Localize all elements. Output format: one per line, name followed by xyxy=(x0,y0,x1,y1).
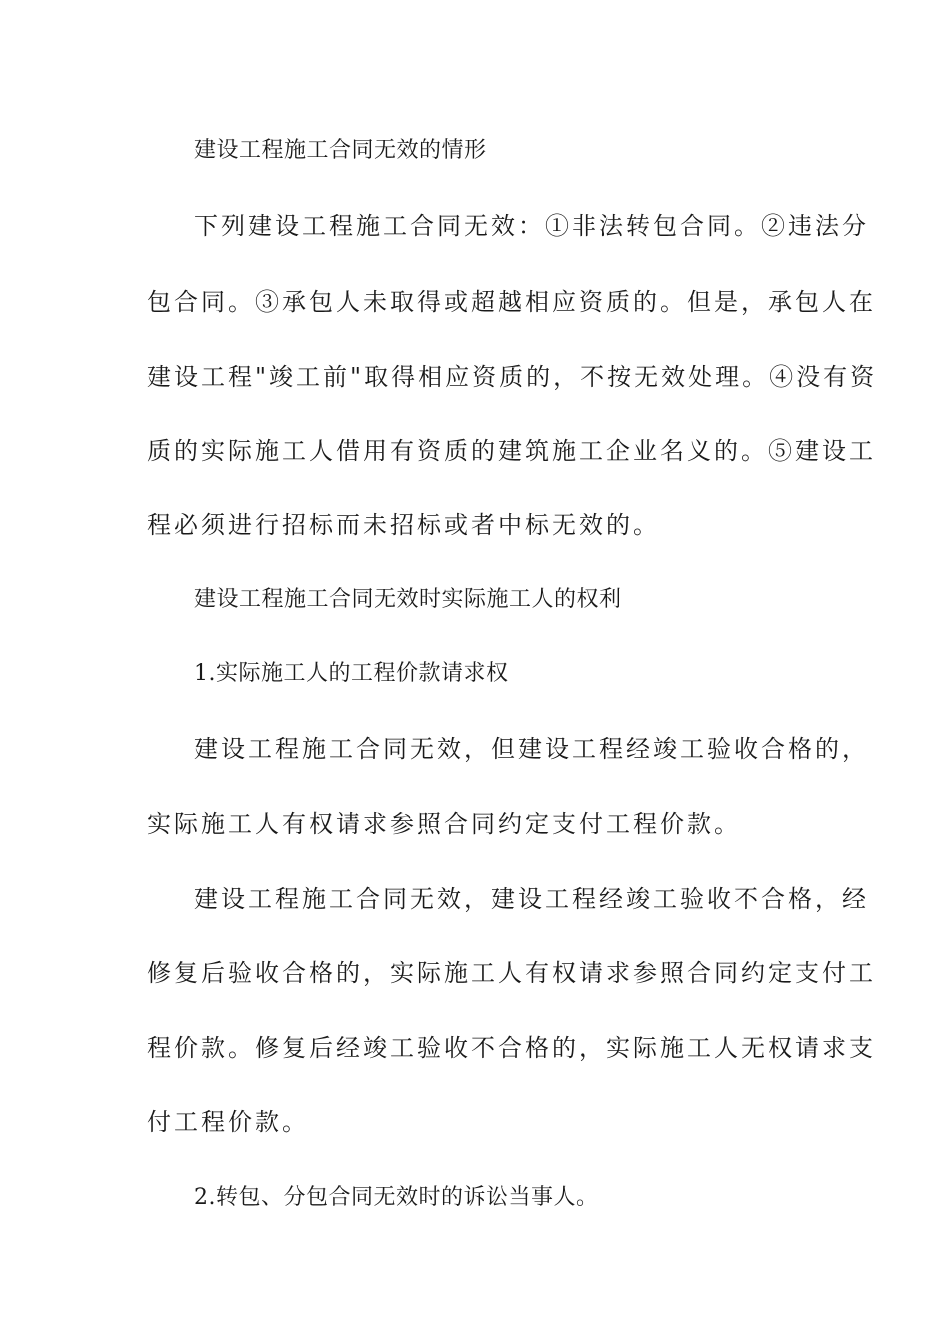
paragraph-line: 包合同。③承包人未取得或超越相应资质的。但是，承包人在 xyxy=(147,288,876,316)
section-heading-actual-constructor-rights: 建设工程施工合同无效时实际施工人的权利 xyxy=(194,587,622,612)
paragraph-line: 程价款。修复后经竣工验收不合格的，实际施工人无权请求支 xyxy=(147,1034,876,1062)
paragraph-line: 建设工程施工合同无效，建设工程经竣工验收不合格，经 xyxy=(194,885,869,913)
paragraph-line: 修复后验收合格的，实际施工人有权请求参照合同约定支付工 xyxy=(147,959,876,987)
subheading-litigation-parties: 2.转包、分包合同无效时的诉讼当事人。 xyxy=(194,1185,599,1210)
paragraph-line: 实际施工人有权请求参照合同约定支付工程价款。 xyxy=(147,810,741,838)
paragraph-line: 付工程价款。 xyxy=(147,1108,309,1136)
paragraph-line: 建设工程施工合同无效，但建设工程经竣工验收合格的， xyxy=(194,735,869,763)
section-heading-invalid-contract-situations: 建设工程施工合同无效的情形 xyxy=(194,138,487,163)
subheading-payment-claim-right: 1.实际施工人的工程价款请求权 xyxy=(194,661,509,686)
paragraph-line: 程必须进行招标而未招标或者中标无效的。 xyxy=(147,511,660,539)
paragraph-line: 建设工程"竣工前"取得相应资质的，不按无效处理。④没有资 xyxy=(147,363,878,391)
paragraph-line: 质的实际施工人借用有资质的建筑施工企业名义的。⑤建设工 xyxy=(147,437,876,465)
paragraph-line: 下列建设工程施工合同无效：①非法转包合同。②违法分 xyxy=(194,212,869,240)
